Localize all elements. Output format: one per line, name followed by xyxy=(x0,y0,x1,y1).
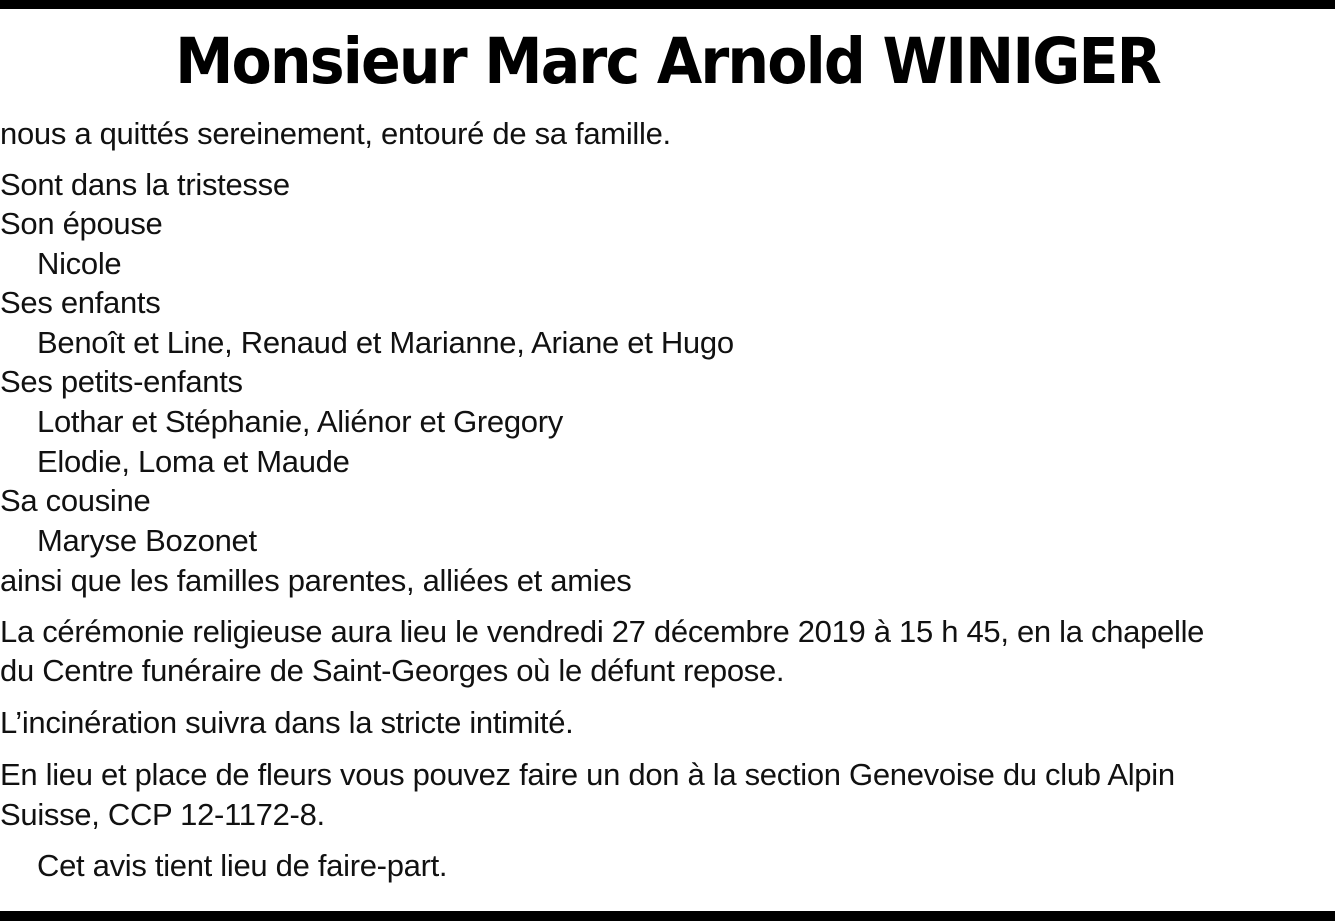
relation-grandchildren: Ses petits-enfants xyxy=(0,364,243,399)
names-children: Benoît et Line, Renaud et Marianne, Ariane et Hugo xyxy=(37,325,734,360)
relation-cousin: Sa cousine xyxy=(0,483,151,518)
closing-text: Cet avis tient lieu de faire-part. xyxy=(37,848,448,883)
top-rule xyxy=(0,0,1335,9)
names-grandchildren-2: Elodie, Loma et Maude xyxy=(37,444,350,479)
name-cousin: Maryse Bozonet xyxy=(37,523,257,558)
intro-text: nous a quittés sereinement, entouré de sa famille. xyxy=(0,116,671,151)
bottom-rule xyxy=(0,911,1335,921)
other-families-text: ainsi que les familles parentes, alliées et amies xyxy=(0,563,632,598)
relation-spouse: Son épouse xyxy=(0,206,163,241)
notice-title: Monsieur Marc Arnold WINIGER xyxy=(175,25,1160,98)
donation-text-line-2: Suisse, CCP 12-1172-8. xyxy=(0,797,325,832)
name-spouse: Nicole xyxy=(37,246,122,281)
cremation-text: L’incinération suivra dans la stricte intimité. xyxy=(0,705,574,740)
names-grandchildren-1: Lothar et Stéphanie, Aliénor et Gregory xyxy=(37,404,563,439)
ceremony-text-line-2: du Centre funéraire de Saint-Georges où le défunt repose. xyxy=(0,653,785,688)
ceremony-text-line-1: La cérémonie religieuse aura lieu le vendredi 27 décembre 2019 à 15 h 45, en la chapelle xyxy=(0,614,1205,649)
mourners-heading: Sont dans la tristesse xyxy=(0,167,290,202)
donation-text-line-1: En lieu et place de fleurs vous pouvez faire un don à la section Genevoise du club Alpin xyxy=(0,757,1175,792)
relation-children: Ses enfants xyxy=(0,285,161,320)
